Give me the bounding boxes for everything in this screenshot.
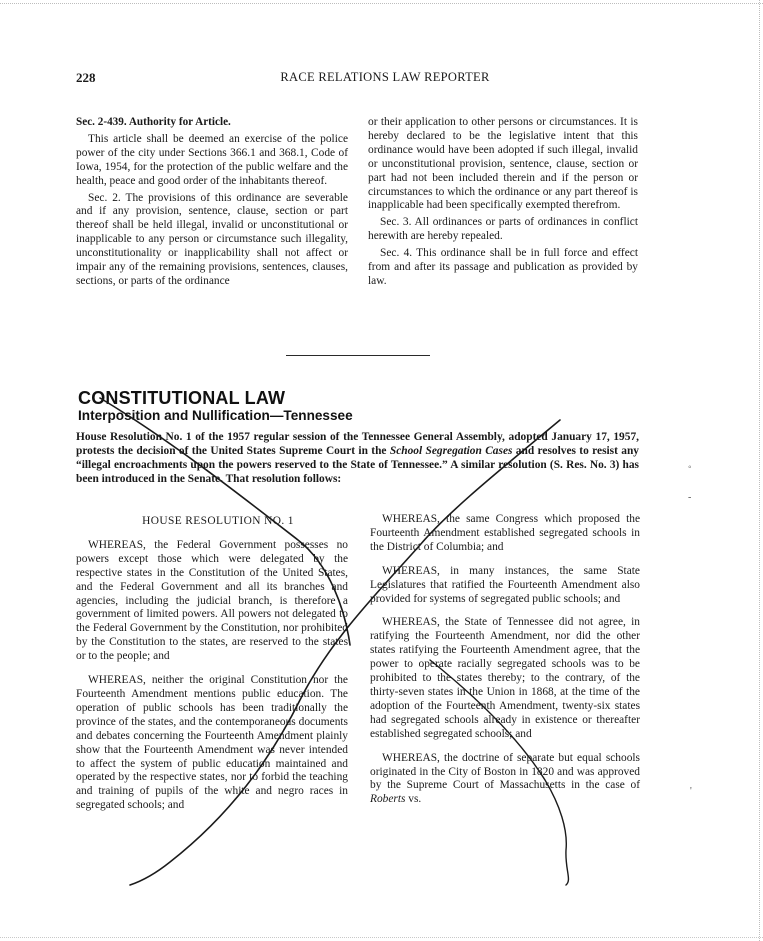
bottom-right-column [370, 513, 640, 817]
scan-border-right [759, 0, 760, 941]
paragraph: Sec. 3. All ordinances or parts of ordinances in conflict herewith are hereby repealed. [368, 216, 638, 243]
section-heading: Sec. 2-439. Authority for Article. [76, 116, 231, 128]
bottom-left-column [76, 515, 348, 823]
margin-mark: - [688, 492, 692, 503]
paragraph: or their application to other persons or circumstances. It is hereby declared to be the legislative intent that this ordinance would have been adopted if such illegal, invalid or unconstitutional provision, sentence, clause, section or part had not been included therein and if the person or circumstances to which the ordinance or any part thereof is inapplicable had been specifically exempted therefrom. [368, 116, 638, 212]
paragraph-text: WHEREAS, the doctrine of separate but equal schools originated in the City of Boston in 1820 and was approved by the Supreme Court of Massachusetts in the case of [370, 751, 640, 792]
headnote-text: and resolves to resist any “illegal encroachments upon the powers reserved to the State of Tennessee.” A similar resolution (S. Res. No. 3) has been introduced in the Senate. That resolution follows: [76, 444, 639, 485]
case-name: School Segregation Cases [389, 444, 513, 457]
paragraph: Sec. 4. This ordinance shall be in full force and effect from and after its passage and publication as provided by law. [368, 247, 638, 287]
margin-mark: ◦ [688, 462, 692, 473]
paragraph: WHEREAS, in many instances, the same State Legislatures that ratified the Fourteenth Amendment also provided for systems of segregated public schools; and [370, 564, 640, 605]
headnote [76, 431, 639, 487]
paragraph: WHEREAS, the same Congress which proposed the Fourteenth Amendment established segregated schools in the District of Columbia; and [370, 513, 640, 553]
page-number: 228 [76, 70, 96, 85]
case-name: Roberts [370, 793, 406, 806]
topic-subtitle: Interposition and Nullification—Tennessee [78, 408, 353, 423]
resolution-title: HOUSE RESOLUTION NO. 1 [142, 515, 294, 527]
paragraph-text: vs. [405, 793, 422, 806]
scan-border-bottom [0, 937, 763, 938]
paragraph: This article shall be deemed an exercise of the police power of the city under Sections 366.1 and 368.1, Code of Iowa, 1954, for the protection of the public welfare and the health, peace and good order of the inhabitants thereof. [76, 132, 348, 187]
paragraph: Sec. 2. The provisions of this ordinance are severable and if any provision, sentence, clause, section or part thereof shall be held illegal, invalid or unconstitutional or inapplicable to any person or circumstance such illegality, unconstitutionality or inapplicability shall not affect or impair any of the remaining provisions, sentences, clauses, sections, or parts of the ordinance [76, 191, 348, 287]
paragraph: WHEREAS, the State of Tennessee did not agree, in ratifying the Fourteenth Amendment, nor did the other states ratifying the Fourteenth Amendment agree, that the power to operate racially segregated schools was to be prohibited to the states thereby; to the contrary, of the thirty-seven states in the Union in 1868, at the time of the adoption of the Fourteenth Amendment, twenty-six states had segregated schools already in existence or thereafter established segregated schools; and [370, 616, 640, 740]
running-head: RACE RELATIONS LAW REPORTER [280, 70, 490, 84]
section-divider [286, 355, 430, 356]
margin-mark: ' [690, 786, 692, 797]
paragraph: WHEREAS, neither the original Constitution nor the Fourteenth Amendment mentions public education. The operation of public schools has been traditionally the province of the states, and the contemporaneous documents and debates concerning the Fourteenth Amendment plainly show that the Fourteenth Amendment was never intended to affect the system of public education maintained and operated by the respective states, nor to forbid the teaching and training of pupils of the white and negro races in segregated schools; and [76, 674, 348, 812]
paragraph [370, 752, 640, 808]
paragraph: WHEREAS, the Federal Government possesses no powers except those which were delegated by the respective states in the Constitution of the United States, and the Federal Government and all its branches and agencies, including the judicial branch, is therefore a government of limited powers. All powers not delegated to the Federal Government by the Constitution, nor prohibited by the Constitution to the states, are reserved to the states or to the people; and [76, 538, 348, 663]
top-left-column [76, 116, 348, 292]
scan-border-top [0, 3, 763, 4]
headnote-text: House Resolution No. 1 of the 1957 regular session of the Tennessee General Assembly, adopted January 17, 1957, protests the decision of the United States Supreme Court in the [76, 431, 639, 457]
topic-title: CONSTITUTIONAL LAW [78, 388, 286, 408]
top-right-column [368, 116, 638, 292]
